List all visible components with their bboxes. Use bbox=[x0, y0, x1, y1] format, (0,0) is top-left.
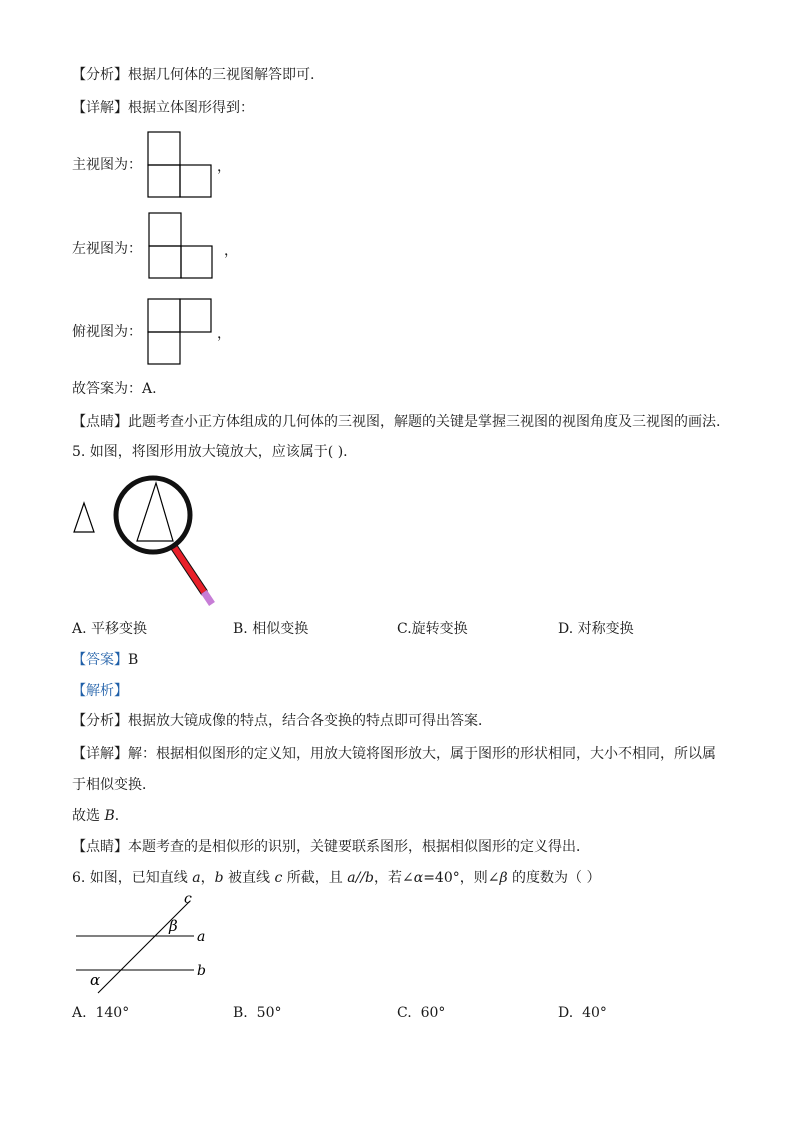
conclusion-text: 故选 bbox=[72, 808, 105, 824]
q4-comment-line bbox=[72, 413, 720, 431]
top-view-label: 俯视图为： bbox=[72, 324, 142, 340]
q5-explain-tag: 【解析】 bbox=[72, 683, 128, 699]
comment-tag: 【点睛】 bbox=[72, 839, 128, 855]
label-alpha: α bbox=[90, 971, 101, 989]
comment-tag: 【点睛】 bbox=[72, 414, 128, 430]
analysis-text: 根据几何体的三视图解答即可. bbox=[128, 67, 315, 83]
conclusion-end: ． bbox=[114, 808, 129, 824]
label-b: b bbox=[197, 963, 206, 979]
q5-magnifier-figure bbox=[70, 470, 230, 610]
comment-text: 此题考查小正方体组成的几何体的三视图，解题的关键是掌握三视图的视图角度及三视图的画法. bbox=[128, 414, 721, 430]
q6-stem bbox=[72, 869, 600, 887]
magnifier-handle-end bbox=[204, 592, 212, 604]
q5-analysis-line bbox=[72, 712, 492, 730]
q4-analysis-line bbox=[72, 66, 314, 84]
q6-option-a bbox=[72, 1004, 129, 1022]
var-b: b bbox=[214, 870, 224, 886]
conclusion-value: B bbox=[104, 808, 115, 824]
q5-detail-line-1 bbox=[72, 745, 716, 763]
option-text: 40° bbox=[582, 1005, 607, 1021]
left-view-figure bbox=[148, 212, 214, 280]
label-c: c bbox=[184, 891, 192, 907]
front-view-figure bbox=[147, 131, 213, 199]
option-label: C. bbox=[397, 621, 412, 637]
option-text: 60° bbox=[420, 1005, 446, 1021]
comment-text: 本题考查的是相似形的识别，关键要联系图形，根据相似图形的定义得出． bbox=[128, 839, 590, 855]
q5-answer-line bbox=[72, 651, 138, 669]
q5-option-d bbox=[558, 620, 634, 638]
q5-detail-line-2: 于相似变换． bbox=[72, 777, 156, 793]
q5-conclusion bbox=[72, 807, 129, 825]
front-view-label: 主视图为： bbox=[72, 157, 142, 173]
line-c bbox=[98, 901, 190, 993]
detail-tag: 【详解】 bbox=[72, 100, 128, 116]
option-label: B. bbox=[233, 621, 248, 637]
q5-comment-line bbox=[72, 838, 590, 856]
q6-option-d bbox=[558, 1004, 607, 1022]
detail-text: 解：根据相似图形的定义知，用放大镜将图形放大，属于图形的形状相同，大小不相同，所以属 bbox=[128, 746, 716, 762]
beta-symbol: β bbox=[499, 870, 508, 886]
q5-option-a bbox=[72, 620, 147, 638]
var-a: a bbox=[192, 870, 201, 886]
parallel-expr: a//b bbox=[347, 870, 374, 886]
option-text: 140° bbox=[95, 1005, 130, 1021]
answer-value: B bbox=[128, 652, 139, 668]
top-view-comma: ， bbox=[217, 326, 231, 342]
stem-part: =40°，则∠ bbox=[423, 870, 500, 886]
option-text: 相似变换 bbox=[252, 621, 309, 637]
answer-tag: 【答案】 bbox=[72, 652, 128, 668]
q4-answer-line: 故答案为：A. bbox=[72, 381, 157, 397]
q5-stem: 5. 如图，将图形用放大镜放大，应该属于( ). bbox=[72, 444, 348, 460]
label-a: a bbox=[197, 929, 206, 945]
stem-part: 被直线 bbox=[223, 870, 275, 886]
q4-detail-line bbox=[72, 99, 254, 117]
option-label: D. bbox=[558, 621, 574, 637]
top-view-figure bbox=[147, 298, 213, 366]
analysis-tag: 【分析】 bbox=[72, 67, 128, 83]
magnifier-handle bbox=[174, 547, 204, 592]
option-label: B. bbox=[233, 1005, 248, 1021]
option-label: D. bbox=[558, 1005, 574, 1021]
left-view-comma: ， bbox=[224, 243, 238, 259]
stem-part: 所截，且 bbox=[282, 870, 348, 886]
option-text: 平移变换 bbox=[91, 621, 148, 637]
small-triangle bbox=[74, 503, 94, 532]
stem-part: ， bbox=[200, 870, 215, 886]
left-view-label: 左视图为： bbox=[72, 241, 142, 257]
analysis-tag: 【分析】 bbox=[72, 713, 128, 729]
front-view-comma: ， bbox=[217, 159, 231, 175]
q5-option-c bbox=[397, 620, 468, 638]
option-text: 对称变换 bbox=[577, 621, 634, 637]
option-label: A. bbox=[72, 621, 87, 637]
detail-tag: 【详解】 bbox=[72, 746, 128, 762]
detail-text: 根据立体图形得到： bbox=[128, 100, 254, 116]
q6-parallel-lines-figure bbox=[70, 893, 220, 993]
option-label: C. bbox=[397, 1005, 412, 1021]
q5-option-b bbox=[233, 620, 308, 638]
q6-option-c bbox=[397, 1004, 445, 1022]
q6-option-b bbox=[233, 1004, 281, 1022]
option-text: 旋转变换 bbox=[411, 621, 468, 637]
var-c: c bbox=[274, 870, 283, 886]
option-label: A. bbox=[72, 1005, 87, 1021]
analysis-text: 根据放大镜成像的特点，结合各变换的特点即可得出答案． bbox=[128, 713, 492, 729]
alpha-symbol: α bbox=[413, 870, 424, 886]
option-text: 50° bbox=[256, 1005, 282, 1021]
stem-part: ，若∠ bbox=[374, 870, 414, 886]
stem-part: 6. 如图，已知直线 bbox=[72, 870, 193, 886]
label-beta: β bbox=[169, 917, 178, 935]
stem-part: 的度数为（ ） bbox=[507, 870, 601, 886]
